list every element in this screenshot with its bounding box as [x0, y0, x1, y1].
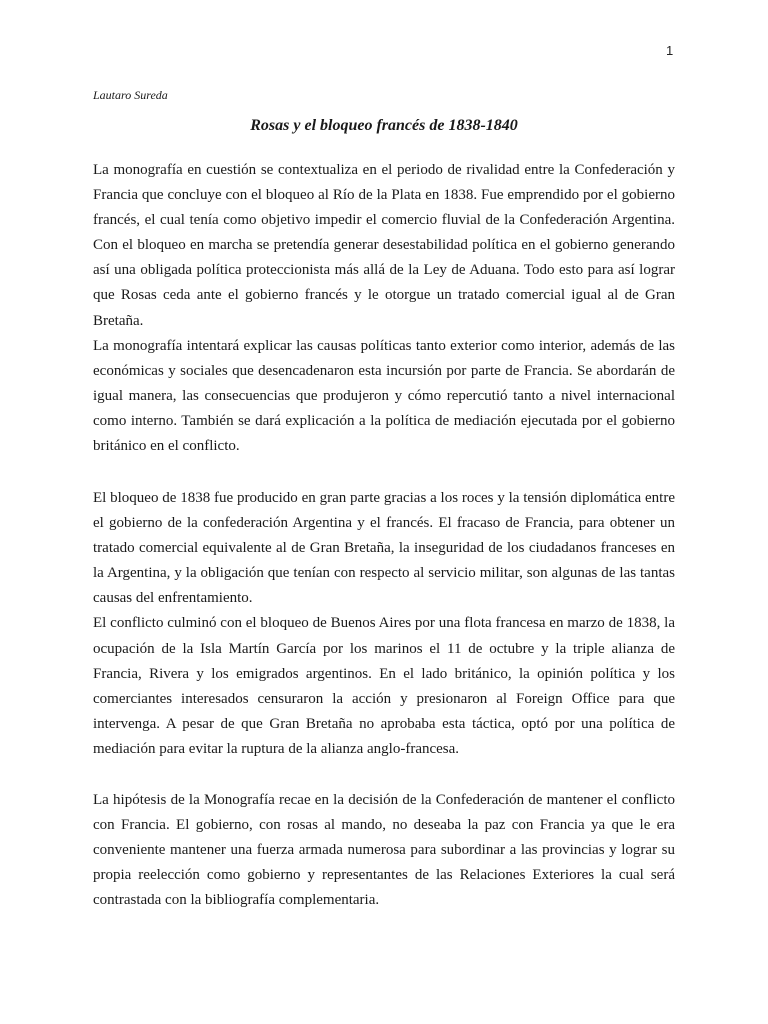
- paragraph: El bloqueo de 1838 fue producido en gran parte gracias a los roces y la tensión diplomática entre el gobierno de la confederación Argentina y el francés. El fracaso de Francia, para obtener un tratado comercial equivalente al de Gran Bretaña, la inseguridad de los ciudadanos franceses en la Argentina, y la obligación que tenían con respecto al servicio militar, son algunas de las tantas causas del enfrentamiento.: [93, 490, 675, 607]
- paragraph: El conflicto culminó con el bloqueo de Buenos Aires por una flota francesa en marzo de 1838, la ocupación de la Isla Martín García por los marinos el 11 de octubre y la triple alianza de Francia, Rivera y los emigrados argentinos. En el lado británico, la opinión política y los comerciantes interesados censuraron la acción y presionaron al Foreign Office para que intervenga. A pesar de que Gran Bretaña no aprobaba esta táctica, optó por una política de mediación para evitar la ruptura de la alianza anglo-francesa.: [93, 615, 675, 757]
- paragraph: La monografía intentará explicar las causas políticas tanto exterior como interior, además de las económicas y sociales que desencadenaron esta incursión por parte de Francia. Se abordarán de igual manera, las consecuencias que produjeron y cómo repercutió tanto a nivel internacional como interno. También se dará explicación a la política de mediación ejecutada por el gobierno británico en el conflicto.: [93, 337, 675, 455]
- section-introduction: [93, 158, 675, 459]
- section-background: [93, 486, 675, 762]
- author-name: Lautaro Sureda: [93, 88, 168, 102]
- document-title: Rosas y el bloqueo francés de 1838-1840: [250, 117, 518, 134]
- section-hypothesis: [93, 788, 675, 913]
- paragraph: La monografía en cuestión se contextualiza en el periodo de rivalidad entre la Confederación y Francia que concluye con el bloqueo al Río de la Plata en 1838. Fue emprendido por el gobierno francés, el cual tenía como objetivo impedir el comercio fluvial de la Confederación Argentina. Con el bloqueo en marcha se pretendía generar desestabilidad política en el gobierno generando así una obligada política proteccionista más allá de la Ley de Aduana. Todo esto para así lograr que Rosas ceda ante el gobierno francés y le otorgue un tratado comercial igual al de Gran Bretaña.: [93, 162, 675, 329]
- page-number: 1: [666, 43, 674, 58]
- paragraph: La hipótesis de la Monografía recae en la decisión de la Confederación de mantener el conflicto con Francia. El gobierno, con rosas al mando, no deseaba la paz con Francia ya que le era conveniente mantener una fuerza armada numerosa para subordinar a las provincias y lograr su propia reelección como gobierno y representantes de las Relaciones Exteriores la cual será contrastada con la bibliografía complementaria.: [93, 792, 675, 909]
